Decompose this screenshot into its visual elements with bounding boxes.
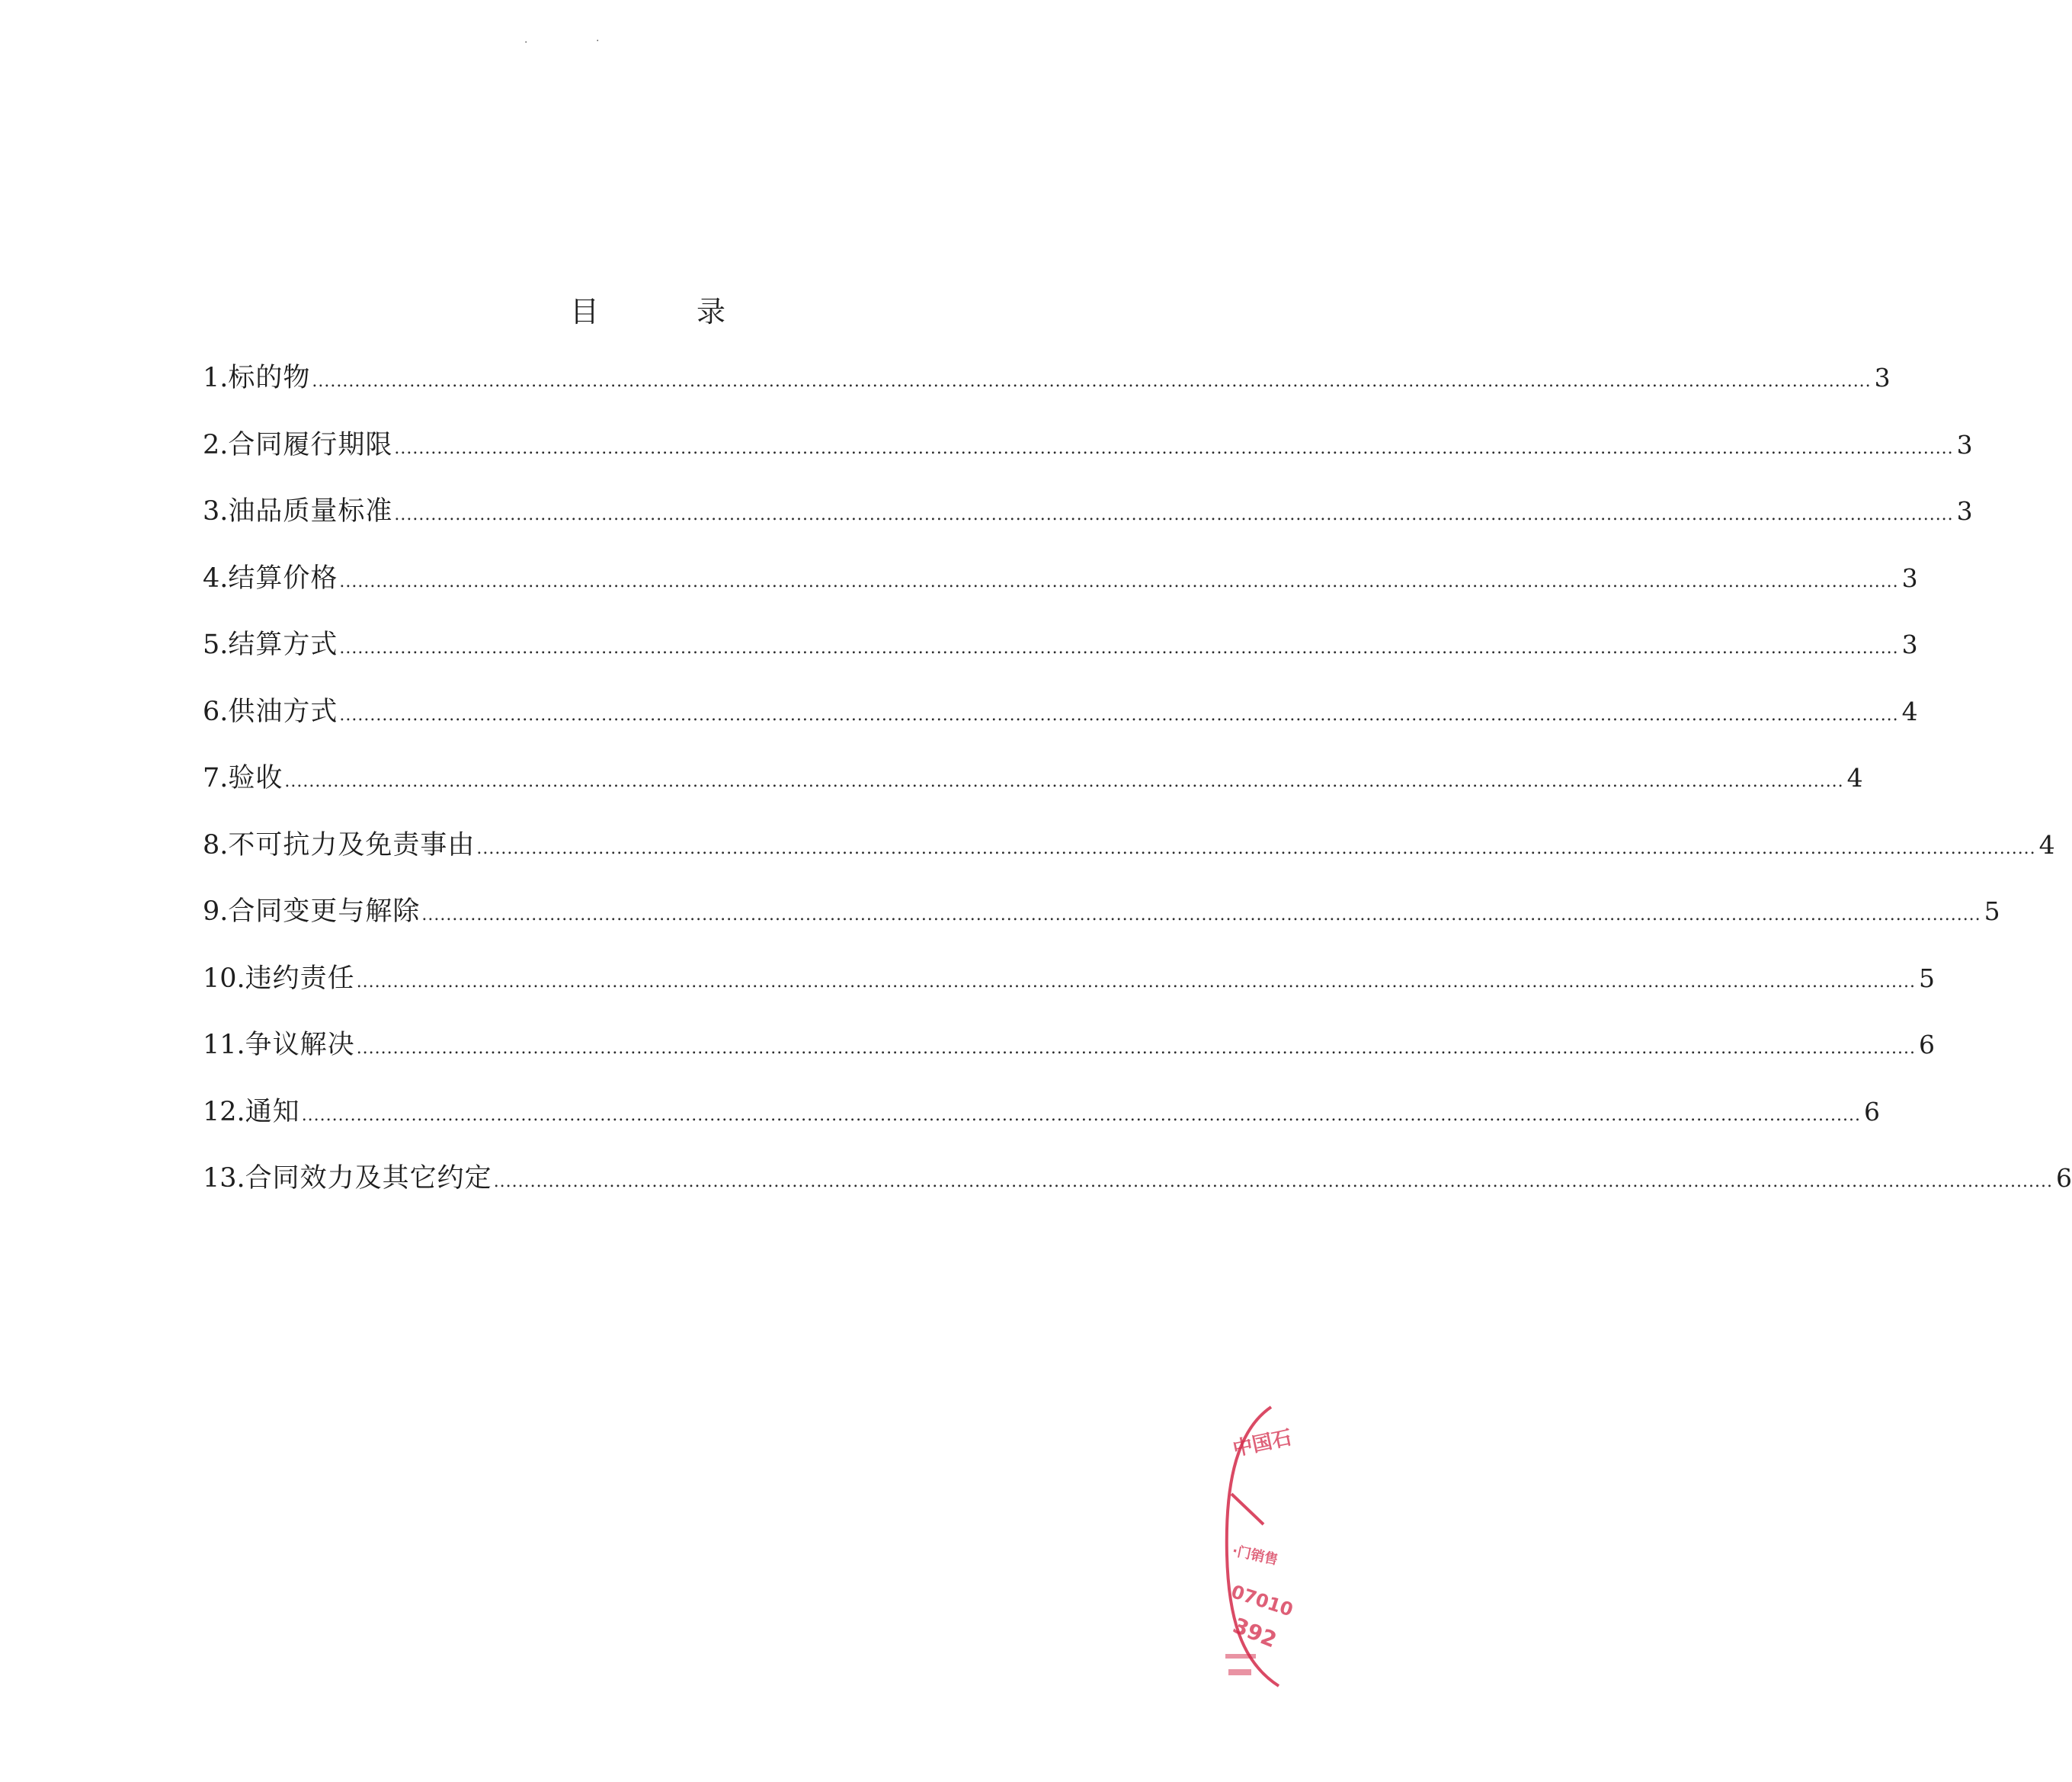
toc-entry-page: 4 — [2038, 829, 2055, 860]
svg-text:07010: 07010 — [1228, 1581, 1296, 1621]
toc-entry — [203, 1091, 1880, 1158]
toc-entry-page: 3 — [1874, 363, 1891, 393]
toc-entry-number: 12. — [203, 1096, 245, 1127]
toc-entry-label: 不可抗力及免责事由 — [228, 829, 476, 861]
toc-entry — [203, 623, 1918, 691]
toc-entry-number: 10. — [203, 963, 245, 994]
toc-entry — [203, 757, 1863, 824]
dot-leader — [476, 839, 2035, 858]
toc-entry-label: 结算价格 — [228, 562, 338, 594]
toc-entry-number: 2. — [203, 429, 229, 460]
toc-entry-label: 违约责任 — [245, 963, 355, 994]
dot-leader — [302, 1106, 1861, 1125]
toc-entry — [203, 424, 1973, 491]
dot-leader — [357, 973, 1916, 992]
toc-entry-number: 6. — [203, 696, 229, 727]
dot-leader — [339, 706, 1898, 725]
toc-entry — [203, 1157, 2072, 1224]
toc-entry — [203, 957, 1935, 1024]
dot-leader — [421, 905, 1981, 925]
dot-leader — [494, 1172, 2053, 1191]
toc-entry-number: 13. — [203, 1163, 245, 1194]
dot-leader — [339, 572, 1898, 591]
toc-entry-page: 6 — [2055, 1163, 2072, 1193]
toc-entry-number: 3. — [203, 496, 229, 527]
toc-entry-label: 结算方式 — [228, 630, 338, 660]
toc-entry — [203, 1024, 1935, 1091]
toc-entry — [203, 557, 1918, 624]
toc-entry-label: 油品质量标准 — [228, 496, 393, 527]
toc-entry-label: 通知 — [245, 1096, 300, 1127]
toc-entry-number: 5. — [203, 630, 229, 660]
scan-speck: · — [524, 37, 528, 49]
dot-leader — [284, 772, 1843, 791]
svg-text:392: 392 — [1229, 1612, 1280, 1653]
toc-entry — [203, 490, 1973, 557]
toc-entry-number: 1. — [203, 363, 229, 393]
toc-entry-number: 8. — [203, 829, 229, 861]
toc-entry-number: 9. — [203, 896, 229, 927]
svg-text:·门销售: ·门销售 — [1230, 1543, 1279, 1569]
dot-leader — [339, 639, 1898, 658]
toc-entry-number: 11. — [203, 1030, 245, 1060]
dot-leader — [312, 372, 1871, 391]
toc-entry — [203, 890, 2000, 957]
toc-entry — [203, 824, 2055, 891]
scan-speck: · — [596, 35, 600, 47]
toc-entry-page: 6 — [1918, 1030, 1935, 1059]
toc-entry-page: 3 — [1901, 630, 1918, 659]
toc-entry-page: 3 — [1956, 496, 1973, 526]
toc-entry-page: 5 — [1918, 963, 1935, 993]
table-of-contents — [203, 357, 2072, 1224]
toc-entry-page: 6 — [1863, 1096, 1880, 1127]
toc-entry — [203, 691, 1918, 758]
toc-title: 目 录 — [569, 295, 770, 329]
toc-entry-page: 4 — [1846, 763, 1863, 793]
dot-leader — [394, 505, 1953, 524]
dot-leader — [394, 439, 1953, 458]
toc-entry-page: 3 — [1901, 562, 1918, 593]
toc-entry — [203, 357, 1891, 424]
toc-entry-number: 7. — [203, 763, 229, 793]
toc-entry-label: 合同效力及其它约定 — [245, 1163, 492, 1194]
svg-text:中国石: 中国石 — [1231, 1426, 1294, 1461]
toc-entry-label: 合同履行期限 — [228, 429, 393, 460]
toc-entry-label: 验收 — [228, 763, 283, 793]
toc-entry-label: 合同变更与解除 — [228, 896, 421, 927]
toc-entry-page: 4 — [1901, 696, 1918, 726]
toc-entry-label: 供油方式 — [228, 696, 338, 727]
toc-entry-page: 5 — [1984, 896, 2000, 926]
toc-entry-label: 标的物 — [228, 363, 311, 393]
toc-entry-number: 4. — [203, 562, 229, 594]
dot-leader — [357, 1039, 1916, 1058]
toc-entry-label: 争议解决 — [245, 1030, 355, 1060]
red-seal-stamp — [1218, 1402, 1296, 1692]
toc-entry-page: 3 — [1956, 429, 1973, 460]
